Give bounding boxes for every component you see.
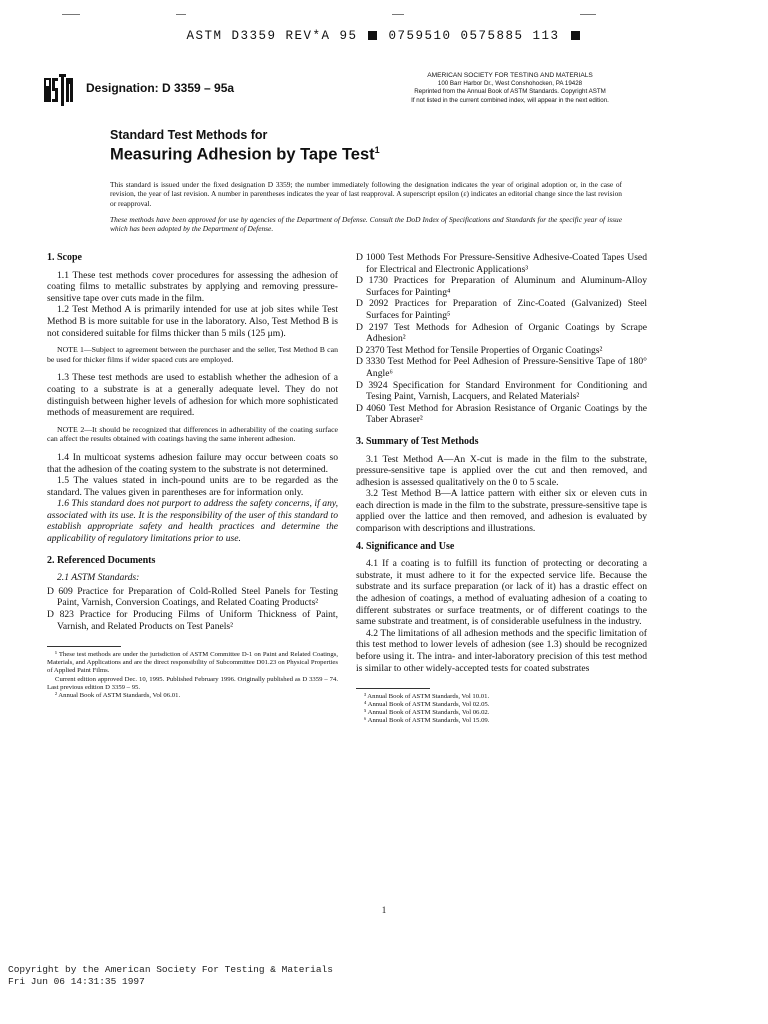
title-footnote-mark: 1 — [374, 145, 380, 155]
scan-header-part1: ASTM D3359 REV*A 95 — [186, 29, 358, 43]
scan-artifact — [62, 14, 80, 15]
footnote-1-edition: Current edition approved Dec. 10, 1995. Published February 1996. Originally published as D 3359 – 74. Last previous edition D 3359 – 95. — [47, 675, 338, 691]
reference-d823: D 823 Practice for Producing Films of Uniform Thickness of Paint, Varnish, and Related Products on Test Panels² — [47, 609, 338, 632]
reference-d609: D 609 Practice for Preparation of Cold-Rolled Steel Panels for Testing Paint, Varnish, Conversion Coatings, and Related Coating Products² — [47, 585, 338, 609]
paragraph-1-5: 1.5 The values stated in inch-pound units are to be regarded as the standard. The values given in parentheses are for information only. — [47, 475, 338, 498]
section-heading-summary: 3. Summary of Test Methods — [356, 435, 479, 447]
index-notice: If not listed in the current combined index, will appear in the next edition. — [411, 96, 609, 104]
footnote-3: ³ Annual Book of ASTM Standards, Vol 10.01. — [364, 693, 490, 701]
spacer — [47, 545, 338, 555]
dod-approval-note: These methods have been approved for use by agencies of the Department of Defense. Consult the DoD Index of Specifications and Standards for the specific year of issue which has been adopted by the Department of Defense. — [110, 215, 622, 234]
scan-header — [0, 29, 768, 43]
issuance-note: This standard is issued under the fixed designation D 3359; the number immediately following the designation indicates the year of original adoption or, in the case of revision, the year of last revision. A number in parentheses indicates the year of last reapproval. A superscript epsilon (ε) indicates an editorial change since the last revision or reapproval. — [110, 180, 622, 208]
paragraph-3-1: 3.1 Test Method A—An X-cut is made in the film to the substrate, pressure-sensitive tape is applied over the cut and then removed, and adhesion is assessed qualitatively on the 0 to 5 scale. — [356, 453, 647, 488]
footnote-divider — [47, 646, 121, 647]
page-title — [110, 145, 380, 165]
footnote-6: ⁶ Annual Book of ASTM Standards, Vol 15.09. — [364, 717, 490, 725]
section-heading-significance: 4. Significance and Use — [356, 540, 455, 552]
scan-artifact — [392, 14, 404, 15]
paragraph-1-4: 1.4 In multicoat systems adhesion failure may occur between coats so that the adhesion of the coating system to the substrate is not determined. — [47, 451, 338, 475]
paragraph-1-2: 1.2 Test Method A is primarily intended for use at job sites while Test Method B is more suitable for use in the laboratory. Also, Test Method B is not considered suitable for films thicker than 5 mils (125 μm). — [47, 304, 338, 339]
scan-header-part2: 0759510 0575885 113 — [388, 29, 560, 43]
paragraph-1-3: 1.3 These test methods are used to establish whether the adhesion of a coating to a substrate is at a generally adequate level. They do not distinguish between higher levels of adhesion for which more sophisticated methods of measurement are required. — [47, 372, 338, 419]
reference-d1730: D 1730 Practices for Preparation of Aluminum and Aluminum-Alloy Surfaces for Painting⁴ — [356, 275, 647, 298]
scan-artifact — [580, 14, 596, 15]
page-title-text: Measuring Adhesion by Tape Test — [110, 145, 375, 164]
page-number: 1 — [381, 905, 387, 915]
reference-d2092: D 2092 Practices for Preparation of Zinc-Coated (Galvanized) Steel Surfaces for Painting⁵ — [356, 298, 647, 321]
reference-d4060: D 4060 Test Method for Abrasion Resistance of Organic Coatings by the Taber Abraser² — [356, 402, 647, 426]
footnote-divider — [356, 688, 430, 689]
section-heading-scope: 1. Scope — [47, 252, 82, 263]
paragraph-1-6 — [47, 498, 338, 544]
print-timestamp: Fri Jun 06 14:31:35 1997 — [8, 976, 145, 987]
paragraph-1-1: 1.1 These test methods cover procedures for assessing the adhesion of coating films to metallic substrates by applying and removing pressure-sensitive tape over cuts made in the film. — [47, 269, 338, 304]
footnote-1: ¹ These test methods are under the jurisdiction of ASTM Committee D-1 on Paint and Related Coatings, Materials, and Applications and are the direct responsibility of Subcommittee D01.23 on Physical Properties of Applied Paint Films. — [47, 651, 338, 675]
reference-d2197: D 2197 Test Methods for Adhesion of Organic Coatings by Scrape Adhesion² — [356, 321, 647, 345]
footnote-5: ⁵ Annual Book of ASTM Standards, Vol 06.02. — [364, 709, 490, 717]
publisher-name: AMERICAN SOCIETY FOR TESTING AND MATERIALS — [427, 72, 593, 79]
section-heading-referenced-documents: 2. Referenced Documents — [47, 554, 156, 566]
copyright-line: Copyright by the American Society For Testing & Materials — [8, 964, 333, 975]
astm-logo — [42, 72, 74, 108]
paragraph-4-2: 4.2 The limitations of all adhesion methods and the specific limitation of this test method to lower levels of adhesion (see 1.3) should be recognized before using it. The intra- and inter-laboratory precision of this test method is similar to other widely-accepted tests for coated substrates — [356, 627, 647, 674]
note-2: NOTE 2—It should be recognized that differences in adherability of the coating surface can affect the results obtained with coatings having the same inherent adhesion. — [47, 424, 338, 444]
paragraph-3-2: 3.2 Test Method B—A lattice pattern with either six or eleven cuts in each direction is made in the film to the substrate, pressure-sensitive tape is applied over the lattice and then removed, and adhesion is evaluated by comparison with descriptions and illustrations. — [356, 488, 647, 535]
publisher-block — [398, 72, 622, 105]
footnote-4: ⁴ Annual Book of ASTM Standards, Vol 02.05. — [364, 701, 490, 709]
note-1: NOTE 1—Subject to agreement between the purchaser and the seller, Test Method B can be used for thicker films if wider spaced cuts are employed. — [47, 345, 338, 364]
subsection-astm-standards: 2.1 ASTM Standards: — [57, 572, 140, 584]
spacer — [356, 426, 647, 436]
reprint-notice: Reprinted from the Annual Book of ASTM Standards. Copyright ASTM — [414, 88, 606, 96]
right-column — [356, 252, 647, 726]
reference-d1000: D 1000 Test Methods For Pressure-Sensitive Adhesive-Coated Tapes Used for Electrical and Electronic Applications³ — [356, 252, 647, 275]
title-prefix: Standard Test Methods for — [110, 128, 268, 142]
reference-d3330: D 3330 Test Method for Peel Adhesion of Pressure-Sensitive Tape of 180° Angle⁶ — [356, 356, 647, 379]
paragraph-1-6-text: 1.6 This standard does not purport to address the safety concerns, if any, associated with its use. It is the responsibility of the user of this standard to establish appropriate safety and health practices and determine the applicability of regulatory limitations prior to use. — [47, 498, 338, 545]
paragraph-4-1: 4.1 If a coating is to fulfill its function of protecting or decorating a substrate, it must adhere to it for the expected service life. Because the substrate and its surface preparation (or lack of it) has a drastic effect on the adhesion of coatings, a method of evaluating adhesion of a coating to different substrates or surface treatments, or of different coatings to the same substrate and treatment, is of considerable usefulness in the industry. — [356, 558, 647, 628]
copyright-footer — [8, 964, 333, 988]
black-block-mark — [571, 31, 580, 40]
footnote-2: ² Annual Book of ASTM Standards, Vol 06.01. — [55, 691, 181, 699]
left-column — [47, 252, 338, 700]
scan-artifact — [176, 14, 186, 15]
black-block-mark — [368, 31, 377, 40]
designation: Designation: D 3359 – 95a — [86, 81, 235, 95]
publisher-address: 100 Barr Harbor Dr., West Conshohocken, PA 19428 — [437, 80, 583, 88]
reference-d3924: D 3924 Specification for Standard Environment for Conditioning and Tesing Paint, Varnish, Lacquers, and Related Materials² — [356, 379, 647, 403]
reference-d2370: D 2370 Test Method for Tensile Properties of Organic Coatings² — [356, 344, 603, 356]
